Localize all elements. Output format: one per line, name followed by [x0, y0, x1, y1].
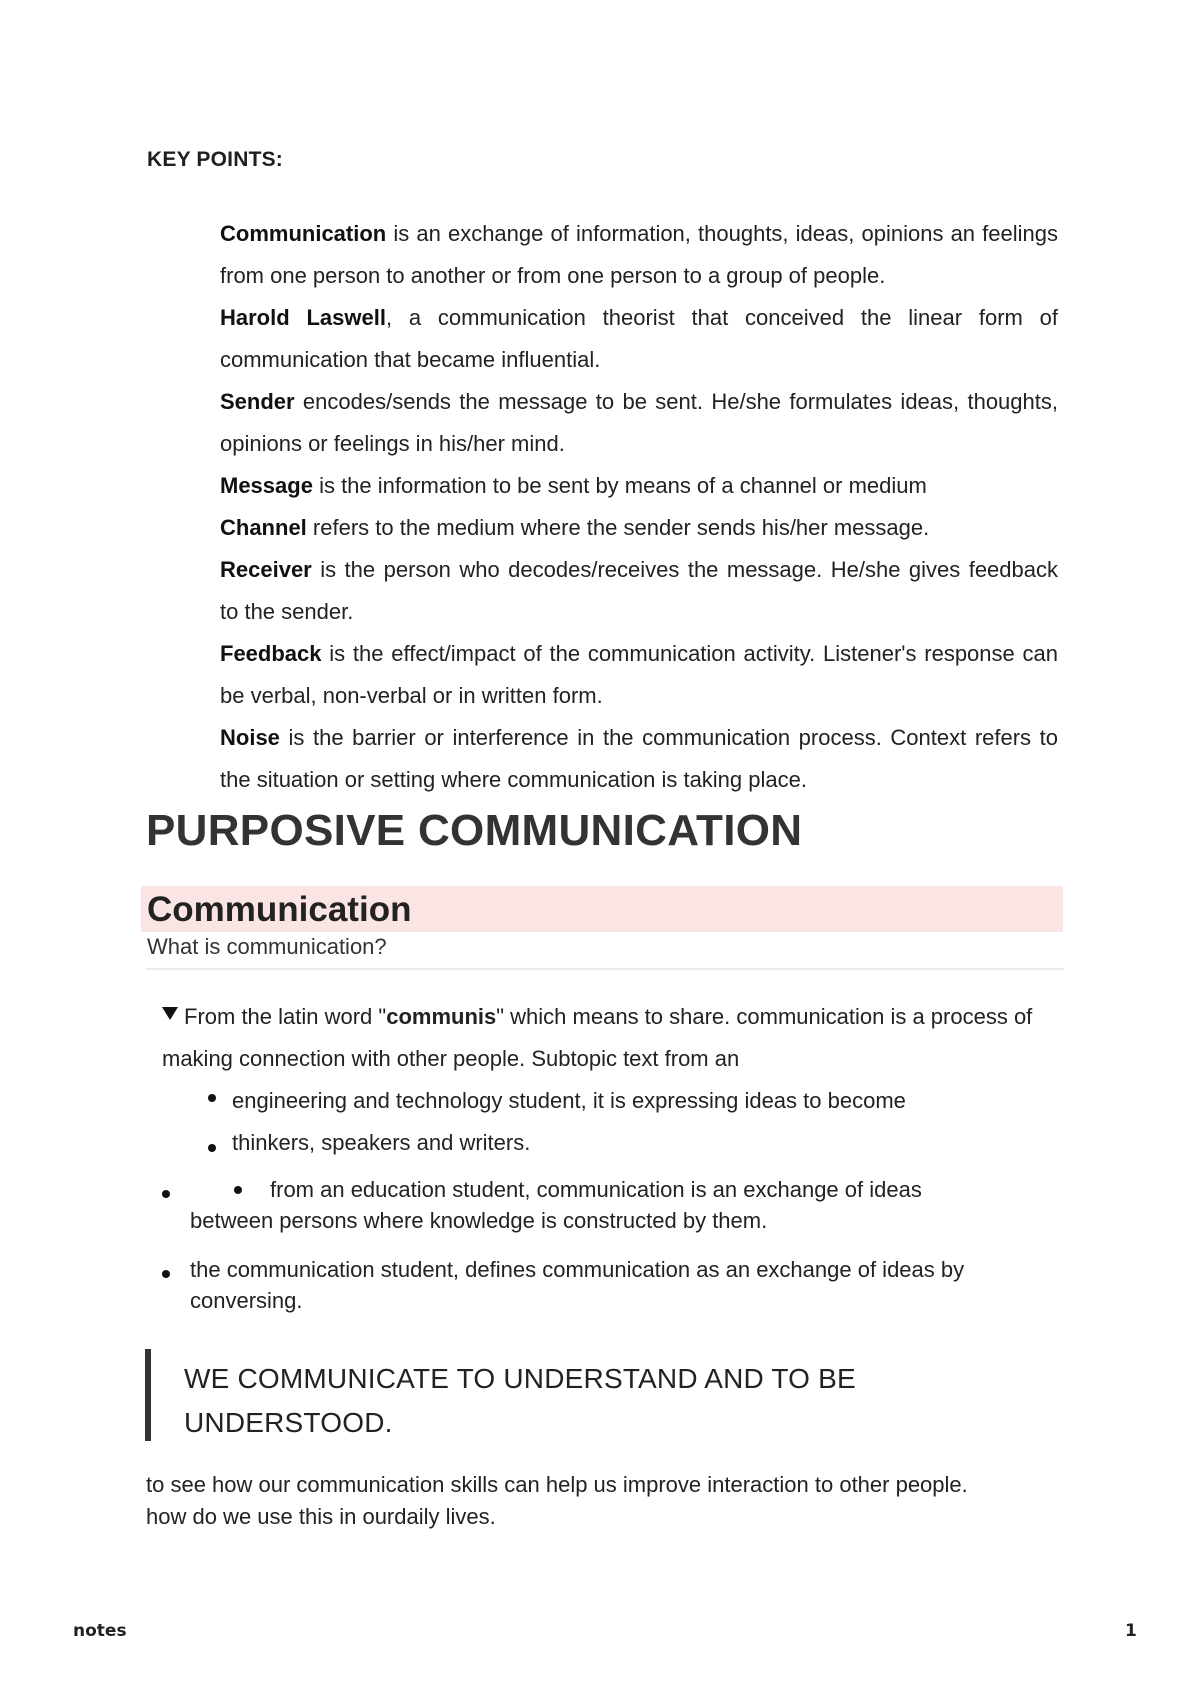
- key-point-item: [220, 507, 1058, 549]
- key-point-term: Receiver: [220, 557, 312, 582]
- key-point-item: [220, 381, 1058, 465]
- closing-line: to see how our communication skills can help us improve interaction to other people.: [146, 1472, 968, 1497]
- bullet-icon: [208, 1094, 216, 1102]
- divider: [146, 968, 1064, 970]
- key-point-text: is an exchange of information, thoughts, ideas, opinions an feelings from one person to another or from one person to a group of people.: [220, 221, 1058, 288]
- key-point-item: [220, 465, 1058, 507]
- key-points-heading: KEY POINTS:: [147, 148, 284, 171]
- key-point-text: , a communication theorist that conceived the linear form of communication that became influential.: [220, 305, 1058, 372]
- key-point-term: Sender: [220, 389, 295, 414]
- bullet-list: [160, 1174, 1060, 1334]
- footer-label: notes: [73, 1621, 127, 1641]
- bullet-icon: [162, 1190, 170, 1198]
- key-point-text: is the effect/impact of the communication activity. Listener's response can be verbal, non-verbal or in written form.: [220, 641, 1058, 708]
- key-point-text: is the information to be sent by means of a channel or medium: [312, 473, 927, 498]
- key-points-list: [220, 213, 1058, 801]
- closing-line: how do we use this in ourdaily lives.: [146, 1504, 496, 1529]
- section-subheading: What is communication?: [147, 934, 387, 959]
- key-point-item: [220, 297, 1058, 381]
- list-item: [160, 1254, 1060, 1316]
- toggle-text-before: From the latin word ": [184, 1004, 387, 1029]
- toggle-block[interactable]: [162, 996, 1062, 1080]
- key-point-text: is the barrier or interference in the communication process. Context refers to the situation or setting where communication is taking place.: [220, 725, 1058, 792]
- section-heading: Communication: [147, 890, 412, 929]
- key-point-item: [220, 213, 1058, 297]
- key-point-text: is the person who decodes/receives the message. He/she gives feedback to the sender.: [220, 557, 1058, 624]
- list-item-text: engineering and technology student, it is expressing ideas to become: [232, 1088, 906, 1113]
- list-item: [160, 1174, 1060, 1236]
- bullet-icon: [234, 1186, 242, 1194]
- list-item-text: thinkers, speakers and writers.: [232, 1130, 531, 1155]
- key-point-term: Harold Laswell: [220, 305, 386, 330]
- key-point-text: refers to the medium where the sender sends his/her message.: [306, 515, 930, 540]
- closing-paragraph: [146, 1469, 1066, 1533]
- key-point-item: [220, 717, 1058, 801]
- list-item-text: the communication student, defines communication as an exchange of ideas by conversing.: [190, 1257, 965, 1313]
- key-point-term: Feedback: [220, 641, 322, 666]
- list-item: [206, 1080, 1066, 1122]
- bullet-icon: [208, 1144, 216, 1152]
- toggle-triangle-icon[interactable]: [162, 1007, 178, 1020]
- sub-bullet-list: [206, 1080, 1066, 1164]
- key-point-term: Message: [220, 473, 313, 498]
- key-point-item: [220, 549, 1058, 633]
- page-number: 1: [1125, 1621, 1137, 1641]
- quote-text: WE COMMUNICATE TO UNDERSTAND AND TO BE UNDERSTOOD.: [184, 1363, 856, 1438]
- toggle-text-after: " which means to share. communication is a process of making connection with other people. Subtopic text from an: [162, 1004, 1033, 1071]
- list-item-text: between persons where knowledge is constructed by them.: [190, 1208, 768, 1233]
- list-item-text: from an education student, communication is an exchange of ideas: [270, 1177, 922, 1202]
- list-item: [206, 1122, 1066, 1164]
- key-point-term: Channel: [220, 515, 307, 540]
- bullet-icon: [162, 1270, 170, 1278]
- key-point-item: [220, 633, 1058, 717]
- toggle-bold-word: communis: [386, 1004, 497, 1029]
- key-point-text: encodes/sends the message to be sent. He/she formulates ideas, thoughts, opinions or feelings in his/her mind.: [220, 389, 1058, 456]
- key-point-term: Noise: [220, 725, 280, 750]
- document-title: PURPOSIVE COMMUNICATION: [146, 806, 803, 855]
- key-point-term: Communication: [220, 221, 387, 246]
